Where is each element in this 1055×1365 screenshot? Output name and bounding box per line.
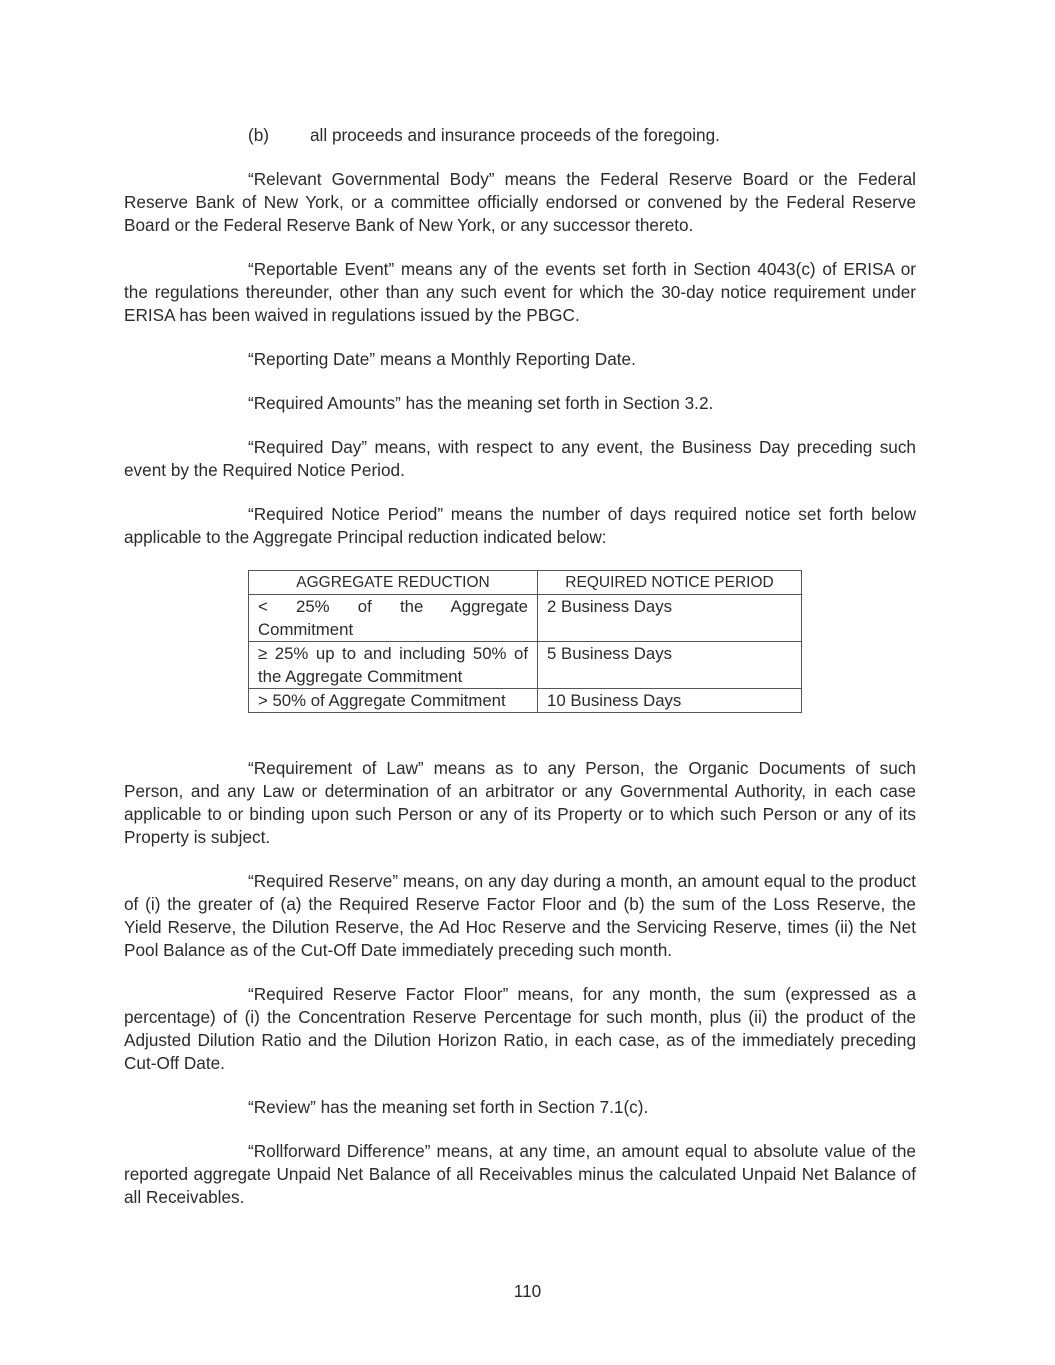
table-cell-reduction: < 25% of the Aggregate Commitment [249,595,538,642]
list-item-text: all proceeds and insurance proceeds of the foregoing. [310,125,720,145]
list-item-label: (b) [248,125,270,145]
definition-required-amounts: “Required Amounts” has the meaning set forth in Section 3.2. [248,393,714,413]
table-row [249,595,802,642]
table-cell-notice: 2 Business Days [538,595,802,642]
table-cell-notice: 10 Business Days [538,689,802,713]
definition-review: “Review” has the meaning set forth in Section 7.1(c). [248,1097,649,1117]
table-cell-notice: 5 Business Days [538,642,802,689]
definition-requirement-of-law: “Requirement of Law” means as to any Person, the Organic Documents of such Person, and any Law or determination of an arbitrator or any Governmental Authority, in each case applicable to or binding upon such Person or any of its Property or to which such Person or any of its Property is subject. [124,758,916,847]
definition-rollforward-difference: “Rollforward Difference” means, at any time, an amount equal to absolute value of the reported aggregate Unpaid Net Balance of all Receivables minus the calculated Unpaid Net Balance of all Receivables. [124,1141,916,1207]
table-row [249,642,802,689]
table-cell-reduction: > 50% of Aggregate Commitment [249,689,538,713]
definition-required-day: “Required Day” means, with respect to any event, the Business Day preceding such event by the Required Notice Period. [124,437,916,480]
table-cell-reduction: ≥ 25% up to and including 50% of the Aggregate Commitment [249,642,538,689]
table-header-required-notice-period: REQUIRED NOTICE PERIOD [538,571,802,595]
definition-required-reserve: “Required Reserve” means, on any day during a month, an amount equal to the product of (i) the greater of (a) the Required Reserve Factor Floor and (b) the sum of the Loss Reserve, the Yield Reserve, the Dilution Reserve, the Ad Hoc Reserve and the Servicing Reserve, times (ii) the Net Pool Balance as of the Cut-Off Date immediately preceding such month. [124,871,916,960]
definition-relevant-governmental-body: “Relevant Governmental Body” means the Federal Reserve Board or the Federal Reserve Bank of New York, or a committee officially endorsed or convened by the Federal Reserve Board or the Federal Reserve Bank of New York, or any successor thereto. [124,169,916,235]
definition-reportable-event: “Reportable Event” means any of the events set forth in Section 4043(c) of ERISA or the regulations thereunder, other than any such event for which the 30-day notice requirement under ERISA has been waived in regulations issued by the PBGC. [124,259,916,325]
definition-required-notice-period: “Required Notice Period” means the number of days required notice set forth below applicable to the Aggregate Principal reduction indicated below: [124,504,916,547]
page-number: 110 [513,1281,542,1301]
table-header-aggregate-reduction: AGGREGATE REDUCTION [249,571,538,595]
definition-reporting-date: “Reporting Date” means a Monthly Reporting Date. [248,349,636,369]
table-header-row [249,571,802,595]
table-row [249,689,802,713]
definition-required-reserve-factor-floor: “Required Reserve Factor Floor” means, for any month, the sum (expressed as a percentage) of (i) the Concentration Reserve Percentage for such month, plus (ii) the product of the Adjusted Dilution Ratio and the Dilution Horizon Ratio, in each case, as of the immediately preceding Cut-Off Date. [124,984,916,1073]
notice-period-table [248,570,802,713]
